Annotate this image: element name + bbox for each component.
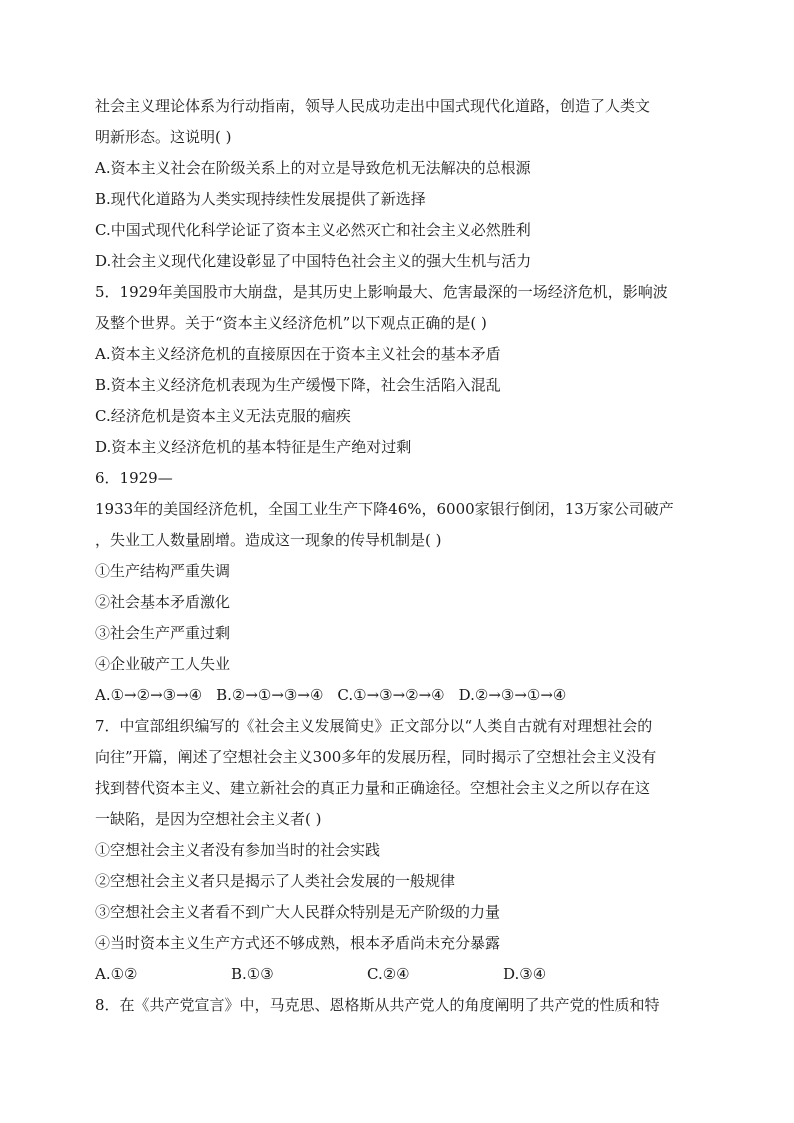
option-b: B.现代化道路为人类实现持续性发展提供了新选择: [95, 190, 426, 208]
question-6: [95, 463, 720, 711]
option-a: A.①②: [95, 965, 138, 983]
statement-item: ②空想社会主义者只是揭示了人类社会发展的一般规律: [95, 872, 456, 890]
question-text-line: ，失业工人数量剧增。造成这一现象的传导机制是( ): [95, 531, 442, 549]
question-text-line: 及整个世界。关于“资本主义经济危机”以下观点正确的是( ): [95, 314, 487, 332]
question-5: [95, 277, 720, 463]
option-c: C.中国式现代化科学论证了资本主义必然灭亡和社会主义必然胜利: [95, 221, 531, 239]
option-a: A.资本主义经济危机的直接原因在于资本主义社会的基本矛盾: [95, 345, 501, 363]
question-text-line: 6．1929—: [95, 469, 173, 487]
question-text-line: 向往”开篇，阐述了空想社会主义300多年的发展历程，同时揭示了空想社会主义没有: [95, 748, 657, 766]
option-a: A.①→②→③→④: [95, 686, 203, 704]
statement-item: ④企业破产工人失业: [95, 655, 231, 673]
question-text-line: 7．中宣部组织编写的《社会主义发展简史》正文部分以“人类自古就有对理想社会的: [95, 717, 653, 735]
option-d: D.资本主义经济危机的基本特征是生产绝对过剩: [95, 438, 412, 456]
option-c: C.①→③→②→④: [337, 686, 445, 704]
statement-item: ①空想社会主义者没有参加当时的社会实践: [95, 841, 381, 859]
exam-page: [95, 91, 720, 1021]
statement-item: ③空想社会主义者看不到广大人民群众特别是无产阶级的力量: [95, 903, 501, 921]
intro-question: [95, 91, 720, 277]
question-text-line: 一缺陷，是因为空想社会主义者( ): [95, 810, 322, 828]
question-text-line: 社会主义理论体系为行动指南，领导人民成功走出中国式现代化道路，创造了人类文: [95, 97, 651, 115]
option-b: B.②→①→③→④: [216, 686, 324, 704]
option-b: B.资本主义经济危机表现为生产缓慢下降，社会生活陷入混乱: [95, 376, 501, 394]
statement-item: ②社会基本矛盾激化: [95, 593, 231, 611]
option-d: D.③④: [503, 965, 547, 983]
option-c: C.经济危机是资本主义无法克服的痼疾: [95, 407, 351, 425]
option-c: C.②④: [367, 965, 410, 983]
statement-item: ④当时资本主义生产方式还不够成熟，根本矛盾尚未充分暴露: [95, 934, 501, 952]
options-row: [95, 680, 720, 711]
option-d: D.社会主义现代化建设彰显了中国特色社会主义的强大生机与活力: [95, 252, 532, 270]
option-b: B.①③: [231, 965, 274, 983]
question-7: [95, 711, 720, 990]
statement-item: ①生产结构严重失调: [95, 562, 231, 580]
question-text-line: 8．在《共产党宣言》中，马克思、恩格斯从共产党人的角度阐明了共产党的性质和特: [95, 996, 660, 1014]
options-row: [95, 959, 720, 990]
option-a: A.资本主义社会在阶级关系上的对立是导致危机无法解决的总根源: [95, 159, 531, 177]
question-text-line: 1933年的美国经济危机，全国工业生产下降46%，6000家银行倒闭，13万家公司破产: [95, 500, 674, 518]
question-text-line: 找到替代资本主义、建立新社会的真正力量和正确途径。空想社会主义之所以存在这: [95, 779, 651, 797]
question-8: [95, 990, 720, 1021]
question-text-line: 5．1929年美国股市大崩盘，是其历史上影响最大、危害最深的一场经济危机，影响波: [95, 283, 668, 301]
question-text-line: 明新形态。这说明( ): [95, 128, 232, 146]
option-d: D.②→③→①→④: [458, 686, 567, 704]
statement-item: ③社会生产严重过剩: [95, 624, 231, 642]
